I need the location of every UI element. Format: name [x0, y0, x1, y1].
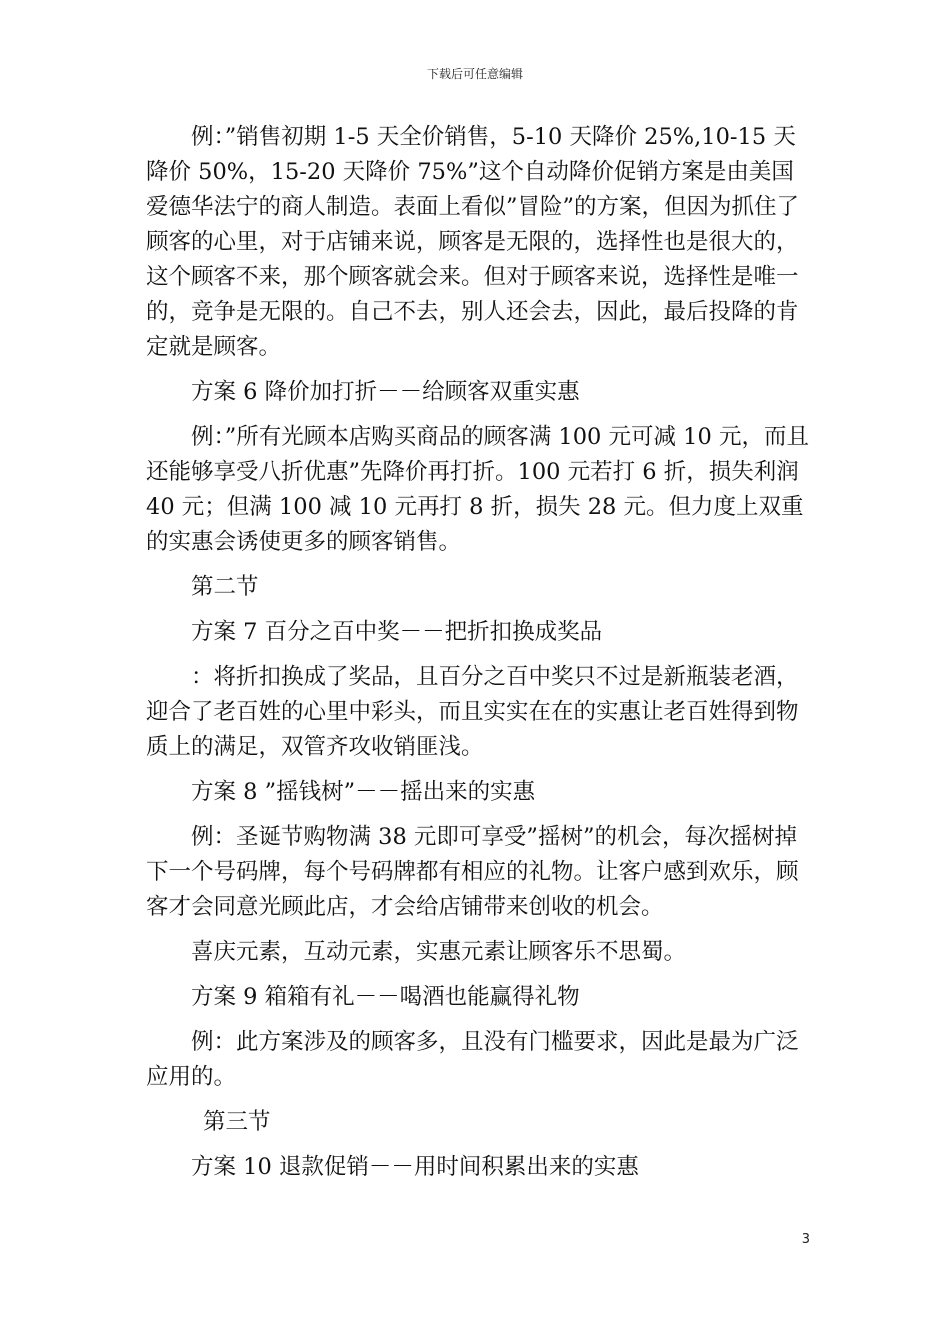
page-header: 下载后可任意编辑: [426, 67, 523, 81]
paragraph-plan-8-summary: 喜庆元素，互动元素，实惠元素让顾客乐不思蜀。: [191, 939, 687, 965]
heading-plan-8: 方案 8 ”摇钱树”－－摇出来的实惠: [191, 779, 536, 805]
paragraph-price-drop-example: 例：”销售初期 1-5 天全价销售，5-10 天降价 25%,10-15 天降价 50%，15-20 天降价 75%”这个自动降价促销方案是由美国爱德华法宁的商人制造。表面上看似”冒险”的方案，但因为抓住了顾客的心里，对于店铺来说，顾客是无限的，选择性也是很大的，这个顾客不来，那个顾客就会来。但对于顾客来说，选择性是唯一的，竞争是无限的。自己不去，别人还会去，因此，最后投降的肯定就是顾客。: [146, 124, 800, 360]
document-body: [146, 120, 810, 1195]
section-heading-3: 第三节: [203, 1109, 271, 1135]
heading-plan-10: 方案 10 退款促销－－用时间积累出来的实惠: [191, 1154, 639, 1180]
heading-plan-9: 方案 9 箱箱有礼－－喝酒也能赢得礼物: [191, 984, 580, 1010]
heading-plan-7: 方案 7 百分之百中奖－－把折扣换成奖品: [191, 619, 603, 645]
page-number: 3: [801, 1232, 810, 1247]
paragraph-plan-7-body: ：将折扣换成了奖品，且百分之百中奖只不过是新瓶装老酒，迎合了老百姓的心里中彩头，而且实实在在的实惠让老百姓得到物质上的满足，双管齐攻收销匪浅。: [146, 664, 799, 760]
paragraph-plan-9-example: 例：此方案涉及的顾客多，且没有门槛要求，因此是最为广泛应用的。: [146, 1029, 799, 1090]
heading-plan-6: 方案 6 降价加打折－－给顾客双重实惠: [191, 379, 580, 405]
section-heading-2: 第二节: [191, 574, 259, 600]
paragraph-plan-6-example: 例：”所有光顾本店购买商品的顾客满 100 元可减 10 元，而且还能够享受八折优惠”先降价再打折。100 元若打 6 折，损失利润 40 元；但满 100 减 10 元再打 8 折，损失 28 元。但力度上双重的实惠会诱使更多的顾客销售。: [146, 424, 809, 555]
paragraph-plan-8-example: 例：圣诞节购物满 38 元即可享受”摇树”的机会，每次摇树掉下一个号码牌，每个号码牌都有相应的礼物。让客户感到欢乐，顾客才会同意光顾此店，才会给店铺带来创收的机会。: [146, 824, 799, 920]
